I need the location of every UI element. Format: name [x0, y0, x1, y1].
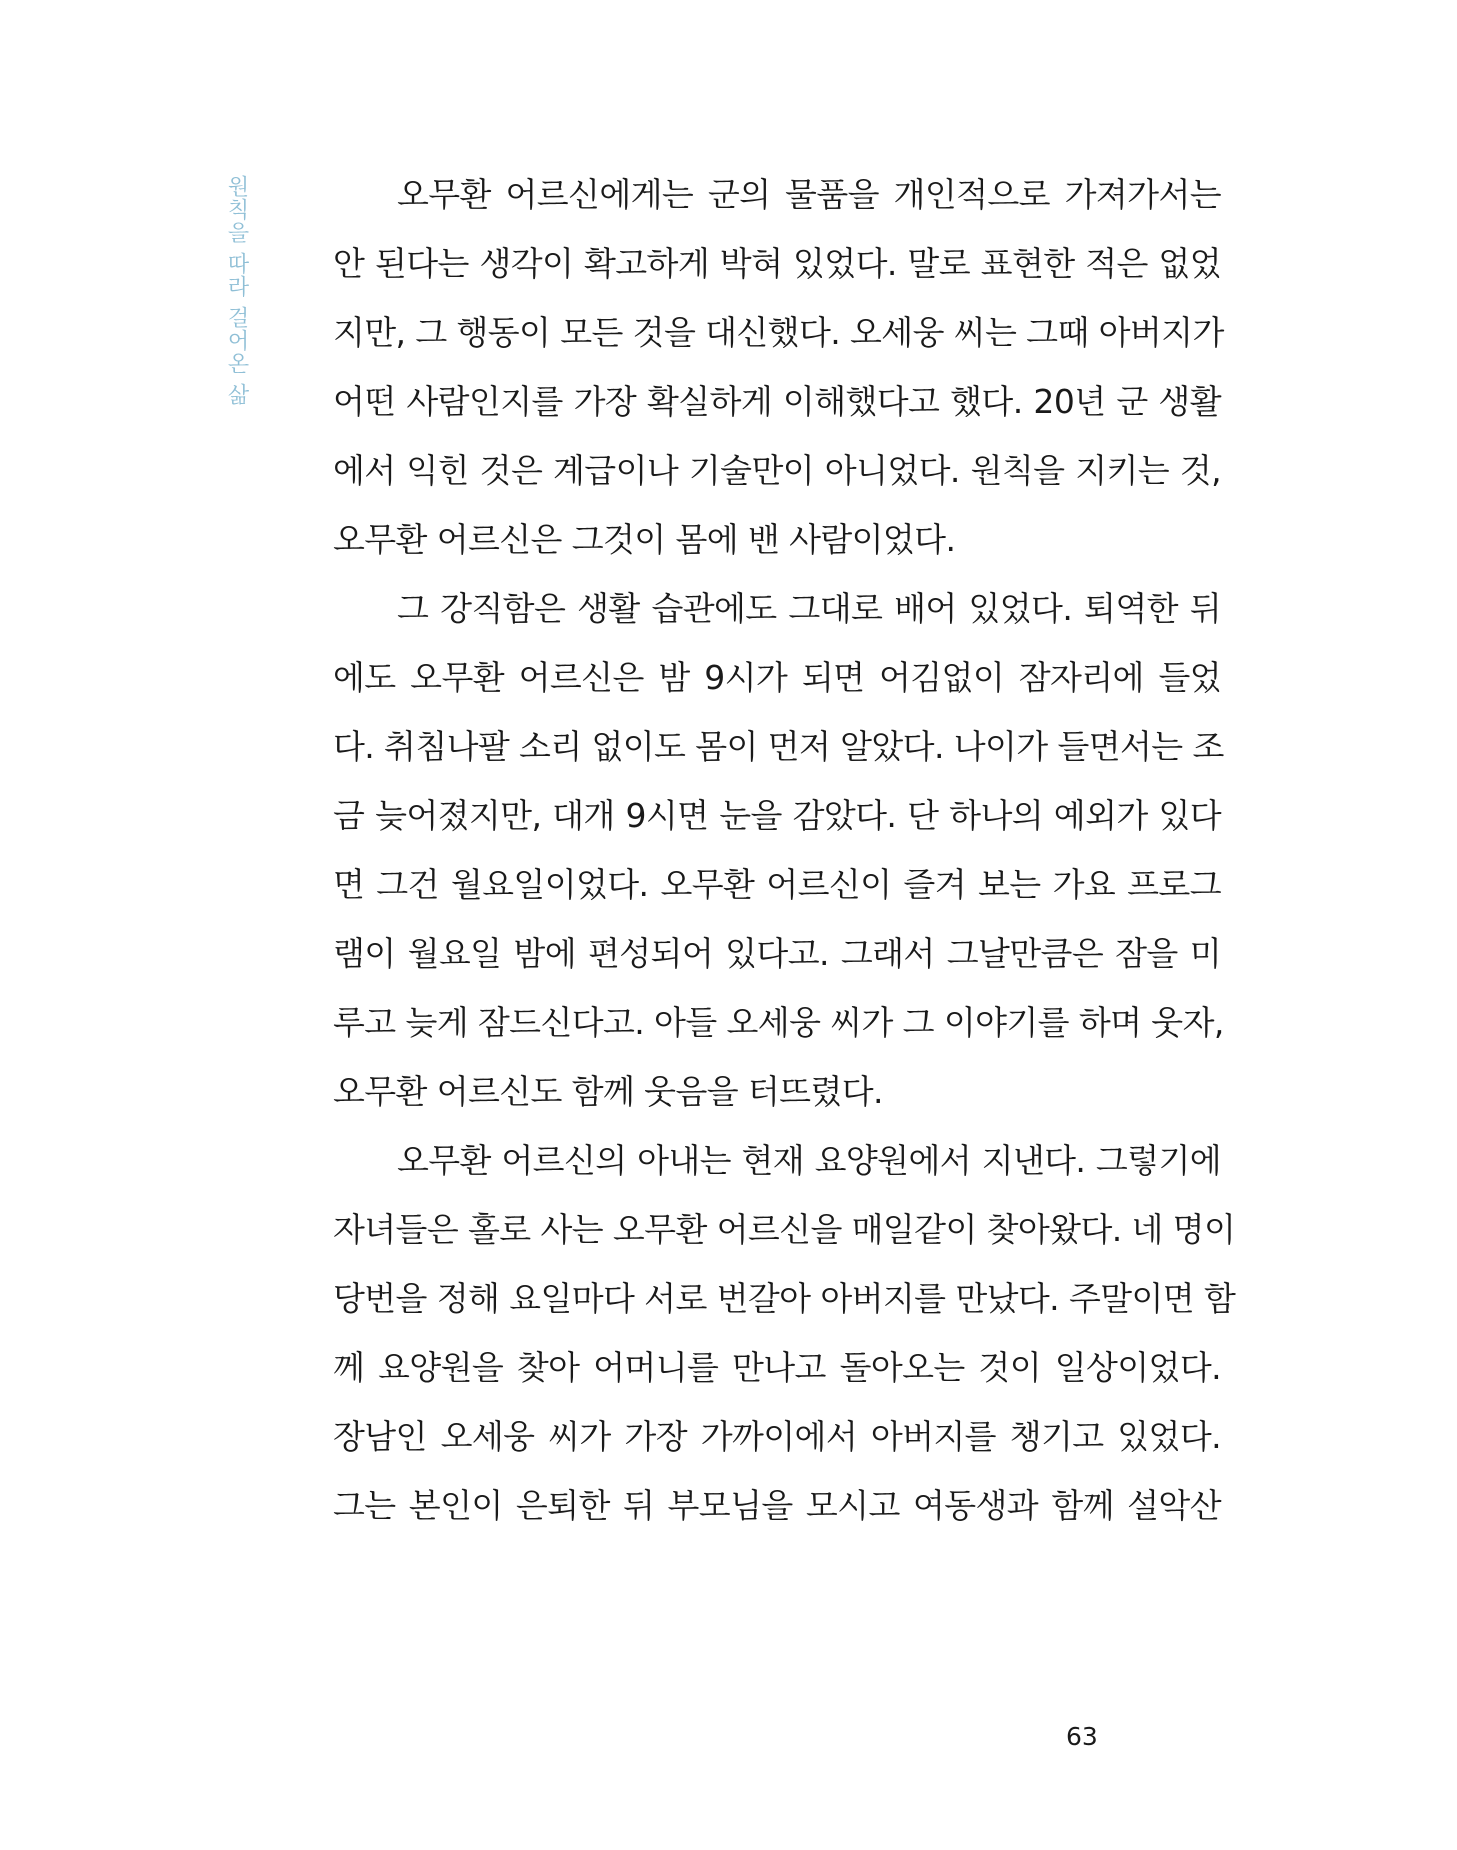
- paragraph-2: [333, 574, 1224, 1126]
- text-line: 오무환 어르신도 함께 웃음을 터뜨렸다.: [333, 1072, 883, 1111]
- body-text: [333, 160, 1236, 1540]
- text-line: 다. 취침나팔 소리 없이도 몸이 먼저 알았다. 나이가 들면서는 조: [333, 727, 1224, 766]
- text-line: 그는 본인이 은퇴한 뒤 부모님을 모시고 여동생과 함께 설악산: [333, 1486, 1221, 1525]
- text-line: 금 늦어졌지만, 대개 9시면 눈을 감았다. 단 하나의 예외가 있다: [333, 796, 1221, 835]
- text-line: 그 강직함은 생활 습관에도 그대로 배어 있었다. 퇴역한 뒤: [397, 589, 1221, 628]
- paragraph-1: [333, 160, 1224, 574]
- text-line: 오무환 어르신에게는 군의 물품을 개인적으로 가져가서는: [397, 175, 1221, 214]
- text-line: 장남인 오세웅 씨가 가장 가까이에서 아버지를 챙기고 있었다.: [333, 1417, 1221, 1456]
- text-line: 에서 익힌 것은 계급이나 기술만이 아니었다. 원칙을 지키는 것,: [333, 451, 1221, 490]
- text-line: 안 된다는 생각이 확고하게 박혀 있었다. 말로 표현한 적은 없었: [333, 244, 1221, 283]
- text-line: 오무환 어르신은 그것이 몸에 밴 사람이었다.: [333, 520, 956, 559]
- text-line: 램이 월요일 밤에 편성되어 있다고. 그래서 그날만큼은 잠을 미: [333, 934, 1221, 973]
- running-head: 원칙을 따라 걸어온 삶: [224, 175, 249, 406]
- page-number: 63: [1066, 1722, 1098, 1751]
- text-line: 루고 늦게 잠드신다고. 아들 오세웅 씨가 그 이야기를 하며 웃자,: [333, 1003, 1224, 1042]
- text-line: 께 요양원을 찾아 어머니를 만나고 돌아오는 것이 일상이었다.: [333, 1348, 1221, 1387]
- paragraph-3: [333, 1126, 1236, 1540]
- text-line: 지만, 그 행동이 모든 것을 대신했다. 오세웅 씨는 그때 아버지가: [333, 313, 1224, 352]
- text-line: 오무환 어르신의 아내는 현재 요양원에서 지낸다. 그렇기에: [397, 1141, 1221, 1180]
- text-line: 자녀들은 홀로 사는 오무환 어르신을 매일같이 찾아왔다. 네 명이: [333, 1210, 1236, 1249]
- text-line: 에도 오무환 어르신은 밤 9시가 되면 어김없이 잠자리에 들었: [333, 658, 1221, 697]
- text-line: 어떤 사람인지를 가장 확실하게 이해했다고 했다. 20년 군 생활: [333, 382, 1221, 421]
- text-line: 당번을 정해 요일마다 서로 번갈아 아버지를 만났다. 주말이면 함: [333, 1279, 1236, 1318]
- text-line: 면 그건 월요일이었다. 오무환 어르신이 즐겨 보는 가요 프로그: [333, 865, 1221, 904]
